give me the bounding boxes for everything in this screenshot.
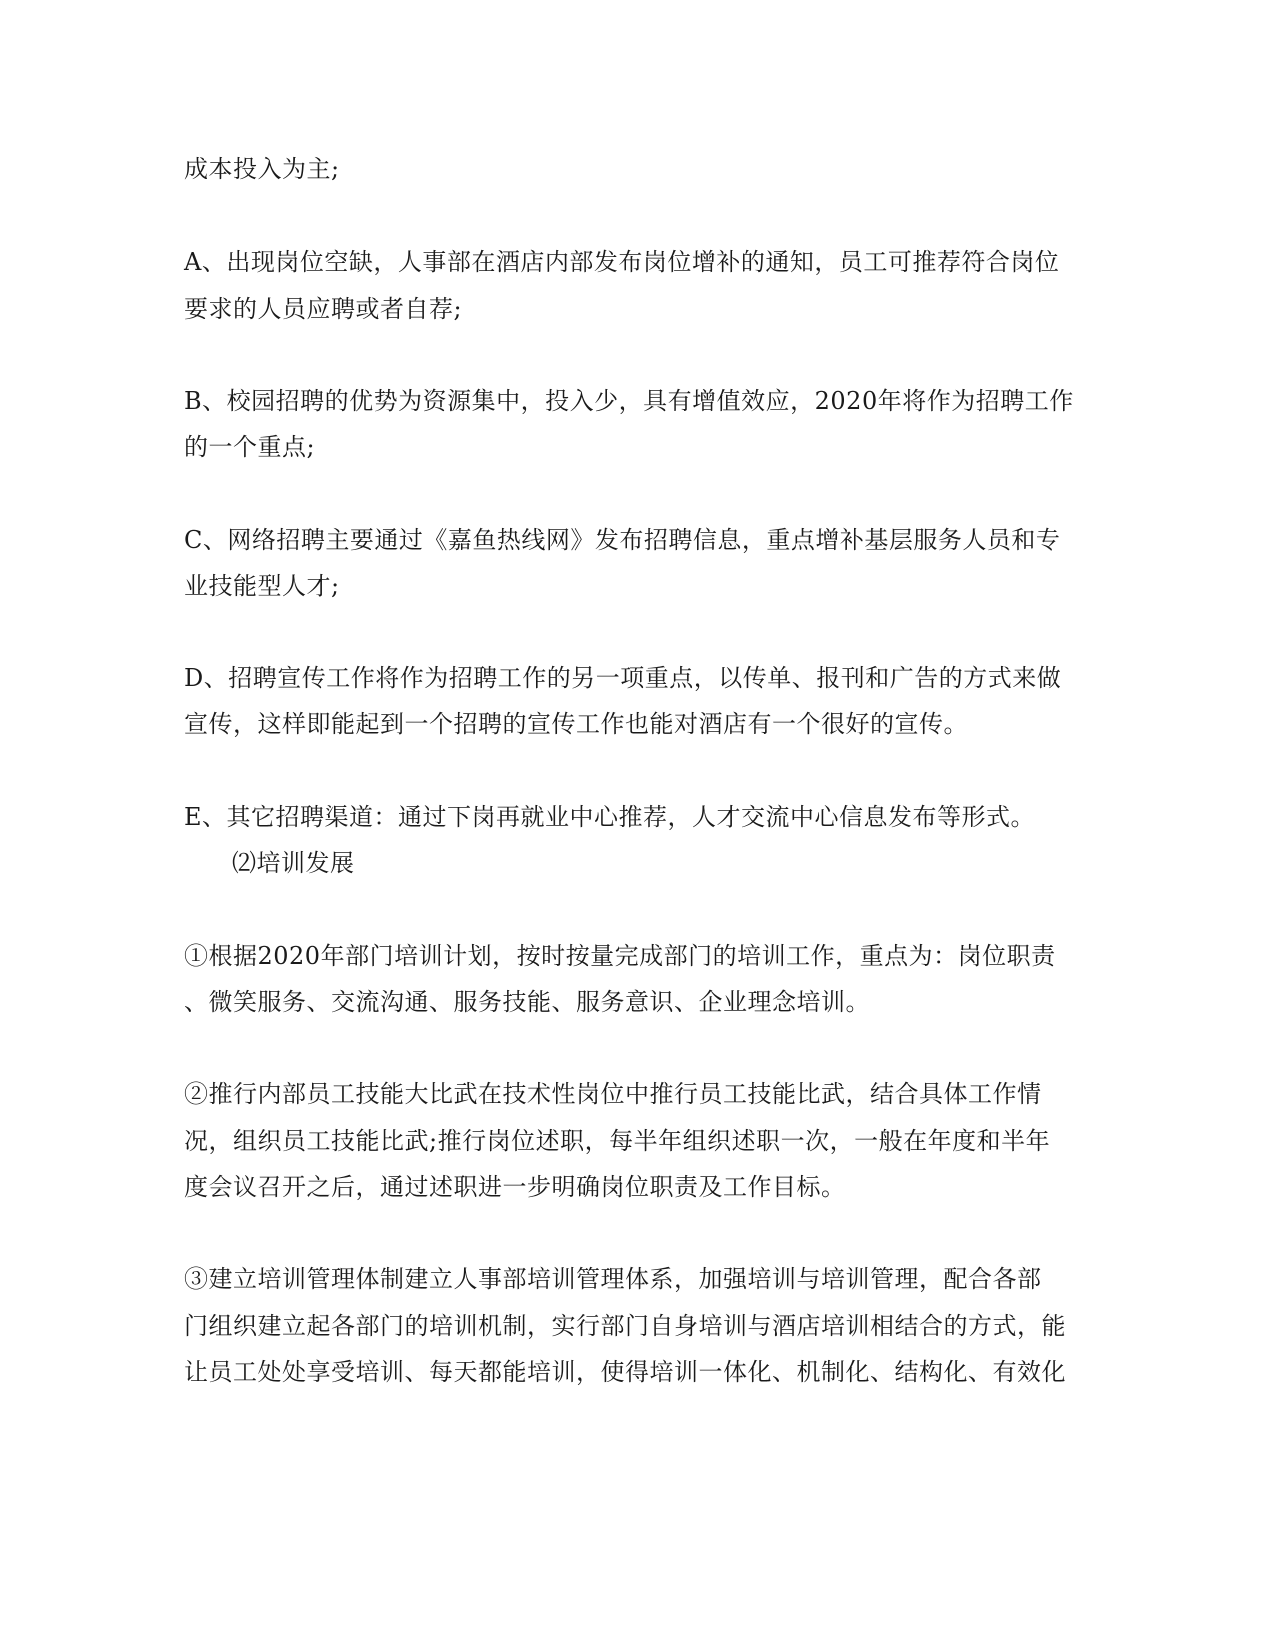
text-line: 、微笑服务、交流沟通、服务技能、服务意识、企业理念培训。 — [184, 988, 870, 1016]
text-line: 度会议召开之后，通过述职进一步明确岗位职责及工作目标。 — [184, 1173, 846, 1201]
text-line: D、招聘宣传工作将作为招聘工作的另一项重点，以传单、报刊和广告的方式来做 — [184, 664, 1062, 692]
text-line: 成本投入为主; — [184, 155, 340, 183]
text-line: 让员工处处享受培训、每天都能培训，使得培训一体化、机制化、结构化、有效化 — [184, 1358, 1066, 1386]
text-line: E、其它招聘渠道：通过下岗再就业中心推荐，人才交流中心信息发布等形式。 — [184, 803, 1036, 831]
text-line: 要求的人员应聘或者自荐; — [184, 295, 463, 323]
text-line: 况，组织员工技能比武;推行岗位述职，每半年组织述职一次，一般在年度和半年 — [184, 1127, 1051, 1155]
text-line: 的一个重点; — [184, 433, 316, 461]
section-heading: ⑵培训发展 — [232, 849, 355, 877]
text-line: 宣传，这样即能起到一个招聘的宣传工作也能对酒店有一个很好的宣传。 — [184, 710, 968, 738]
text-line: 业技能型人才; — [184, 572, 340, 600]
text-line: ②推行内部员工技能大比武在技术性岗位中推行员工技能比武，结合具体工作情 — [184, 1080, 1042, 1108]
text-line: A、出现岗位空缺，人事部在酒店内部发布岗位增补的通知，员工可推荐符合岗位 — [184, 248, 1060, 276]
text-line: B、校园招聘的优势为资源集中，投入少，具有增值效应，2020年将作为招聘工作 — [184, 387, 1074, 415]
text-line: 门组织建立起各部门的培训机制，实行部门自身培训与酒店培训相结合的方式，能 — [184, 1312, 1066, 1340]
text-line: ①根据2020年部门培训计划，按时按量完成部门的培训工作，重点为：岗位职责 — [184, 942, 1056, 970]
text-line: ③建立培训管理体制建立人事部培训管理体系，加强培训与培训管理，配合各部 — [184, 1265, 1042, 1293]
text-line: C、网络招聘主要通过《嘉鱼热线网》发布招聘信息，重点增补基层服务人员和专 — [184, 526, 1061, 554]
